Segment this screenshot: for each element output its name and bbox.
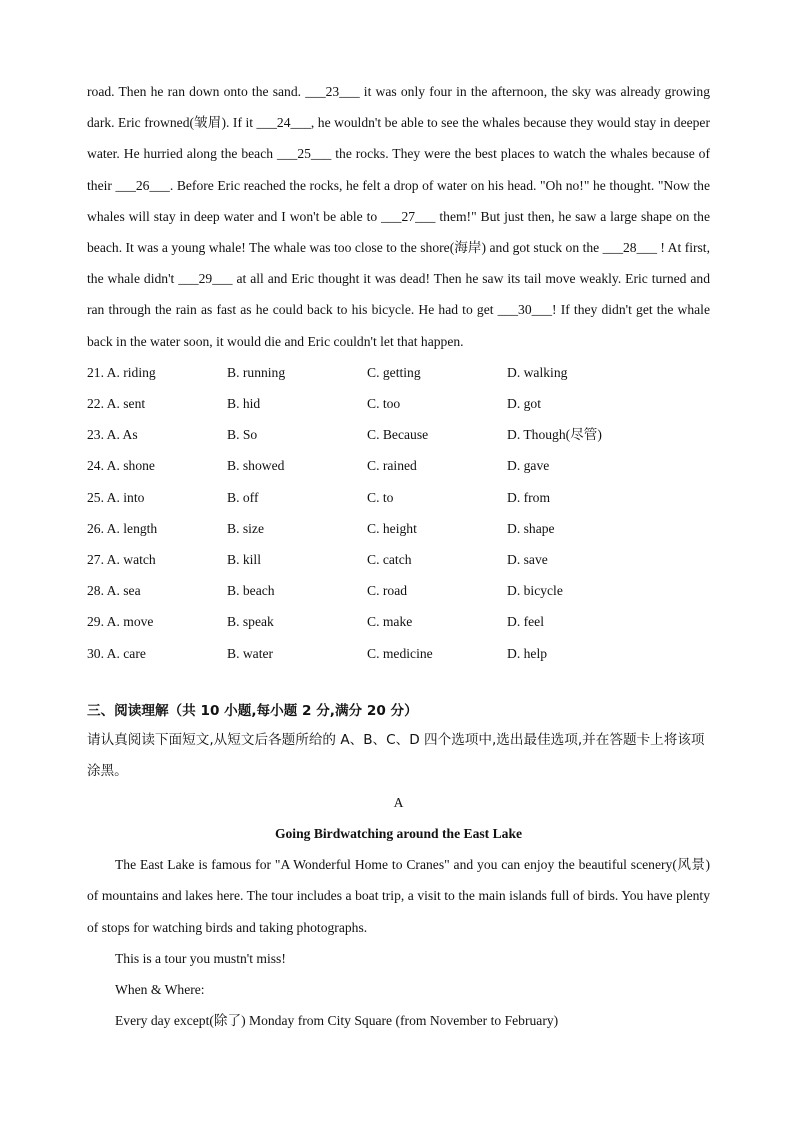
option-d: D. shape bbox=[507, 520, 555, 536]
option-c: C. make bbox=[367, 614, 413, 630]
option-a: 24. A. shone bbox=[87, 458, 155, 474]
option-d: D. bicycle bbox=[507, 583, 563, 599]
option-c: C. road bbox=[367, 583, 408, 599]
option-d: D. walking bbox=[507, 364, 568, 380]
option-b: B. showed bbox=[227, 458, 285, 474]
option-c: C. rained bbox=[367, 458, 417, 474]
option-row bbox=[87, 388, 710, 419]
cloze-passage: road. Then he ran down onto the sand. ___23___ it was only four in the afternoon, the sky was already growing dark. Eric frowned(皱眉). If it ___24___, he wouldn't be able to see the whales because they would stay in deeper water. He hurried along the beach ___25___ the rocks. They were the best places to watch the whales because of their ___26___. Before Eric reached the rocks, he felt a drop of water on his head. "Oh no!" he thought. "Now the whales will stay in deep water and I won't be able to ___27___ them!" But just then, he saw a large shape on the beach. It was a young whale! The whale was too close to the shore(海岸) and got stuck on the ___28___ ! At first, the whale didn't ___29___ at all and Eric thought it was dead! Then he saw its tail move weakly. Eric turned and ran through the rain as fast as he could back to his bicycle. He had to get ___30___! If they didn't get the whale back in the water soon, it would die and Eric couldn't let that happen. bbox=[87, 84, 710, 349]
option-c: C. to bbox=[367, 489, 394, 505]
option-b: B. beach bbox=[227, 583, 275, 599]
option-b: B. speak bbox=[227, 614, 274, 630]
option-a: 25. A. into bbox=[87, 489, 145, 505]
option-d: D. help bbox=[507, 645, 548, 661]
option-b: B. hid bbox=[227, 396, 261, 412]
option-a: 27. A. watch bbox=[87, 551, 156, 567]
option-row bbox=[87, 357, 710, 388]
passage-line: When & Where: bbox=[115, 981, 205, 997]
passage-heading: Going Birdwatching around the East Lake bbox=[274, 825, 523, 841]
option-a: 28. A. sea bbox=[87, 583, 141, 599]
option-d: D. from bbox=[507, 489, 551, 505]
option-c: C. medicine bbox=[367, 645, 433, 661]
document-page bbox=[87, 76, 710, 1036]
passage-letter: A bbox=[393, 794, 404, 810]
option-b: B. running bbox=[227, 364, 286, 380]
option-a: 21. A. riding bbox=[87, 364, 156, 380]
section-title: 三、阅读理解（共 10 小题,每小题 2 分,满分 20 分） bbox=[87, 702, 418, 719]
option-c: C. height bbox=[367, 520, 417, 536]
option-a: 23. A. As bbox=[87, 427, 138, 443]
option-a: 22. A. sent bbox=[87, 396, 146, 412]
passage-line: Every day except(除了) Monday from City Square (from November to February) bbox=[115, 1013, 559, 1029]
passage-paragraph: The East Lake is famous for "A Wonderful Home to Cranes" and you can enjoy the beautiful scenery(风景) of mountains and lakes here. The tour includes a boat trip, a visit to the main islands full of birds. You have plenty of stops for watching birds and taking photographs. bbox=[87, 857, 710, 935]
option-c: C. Because bbox=[367, 427, 429, 443]
option-c: C. catch bbox=[367, 551, 412, 567]
option-a: 29. A. move bbox=[87, 614, 154, 630]
option-row bbox=[87, 482, 710, 513]
option-d: D. Though(尽管) bbox=[507, 427, 602, 443]
option-d: D. save bbox=[507, 551, 548, 567]
option-row bbox=[87, 575, 710, 606]
option-row bbox=[87, 638, 710, 669]
passage-line: This is a tour you mustn't miss! bbox=[115, 950, 286, 966]
option-c: C. getting bbox=[367, 364, 421, 380]
option-d: D. got bbox=[507, 396, 541, 412]
option-b: B. So bbox=[227, 427, 258, 443]
option-b: B. kill bbox=[227, 551, 261, 567]
option-row bbox=[87, 450, 710, 481]
option-a: 30. A. care bbox=[87, 645, 146, 661]
option-row bbox=[87, 419, 710, 450]
option-row bbox=[87, 606, 710, 637]
option-d: D. gave bbox=[507, 458, 550, 474]
option-row bbox=[87, 513, 710, 544]
option-b: B. water bbox=[227, 645, 274, 661]
option-row bbox=[87, 544, 710, 575]
option-d: D. feel bbox=[507, 614, 544, 630]
option-c: C. too bbox=[367, 396, 401, 412]
option-b: B. size bbox=[227, 520, 264, 536]
option-b: B. off bbox=[227, 489, 259, 505]
section-instruction: 请认真阅读下面短文,从短文后各题所给的 A、B、C、D 四个选项中,选出最佳选项,并在答题卡上将该项涂黑。 bbox=[87, 731, 705, 779]
options-table bbox=[87, 357, 710, 669]
option-a: 26. A. length bbox=[87, 520, 158, 536]
